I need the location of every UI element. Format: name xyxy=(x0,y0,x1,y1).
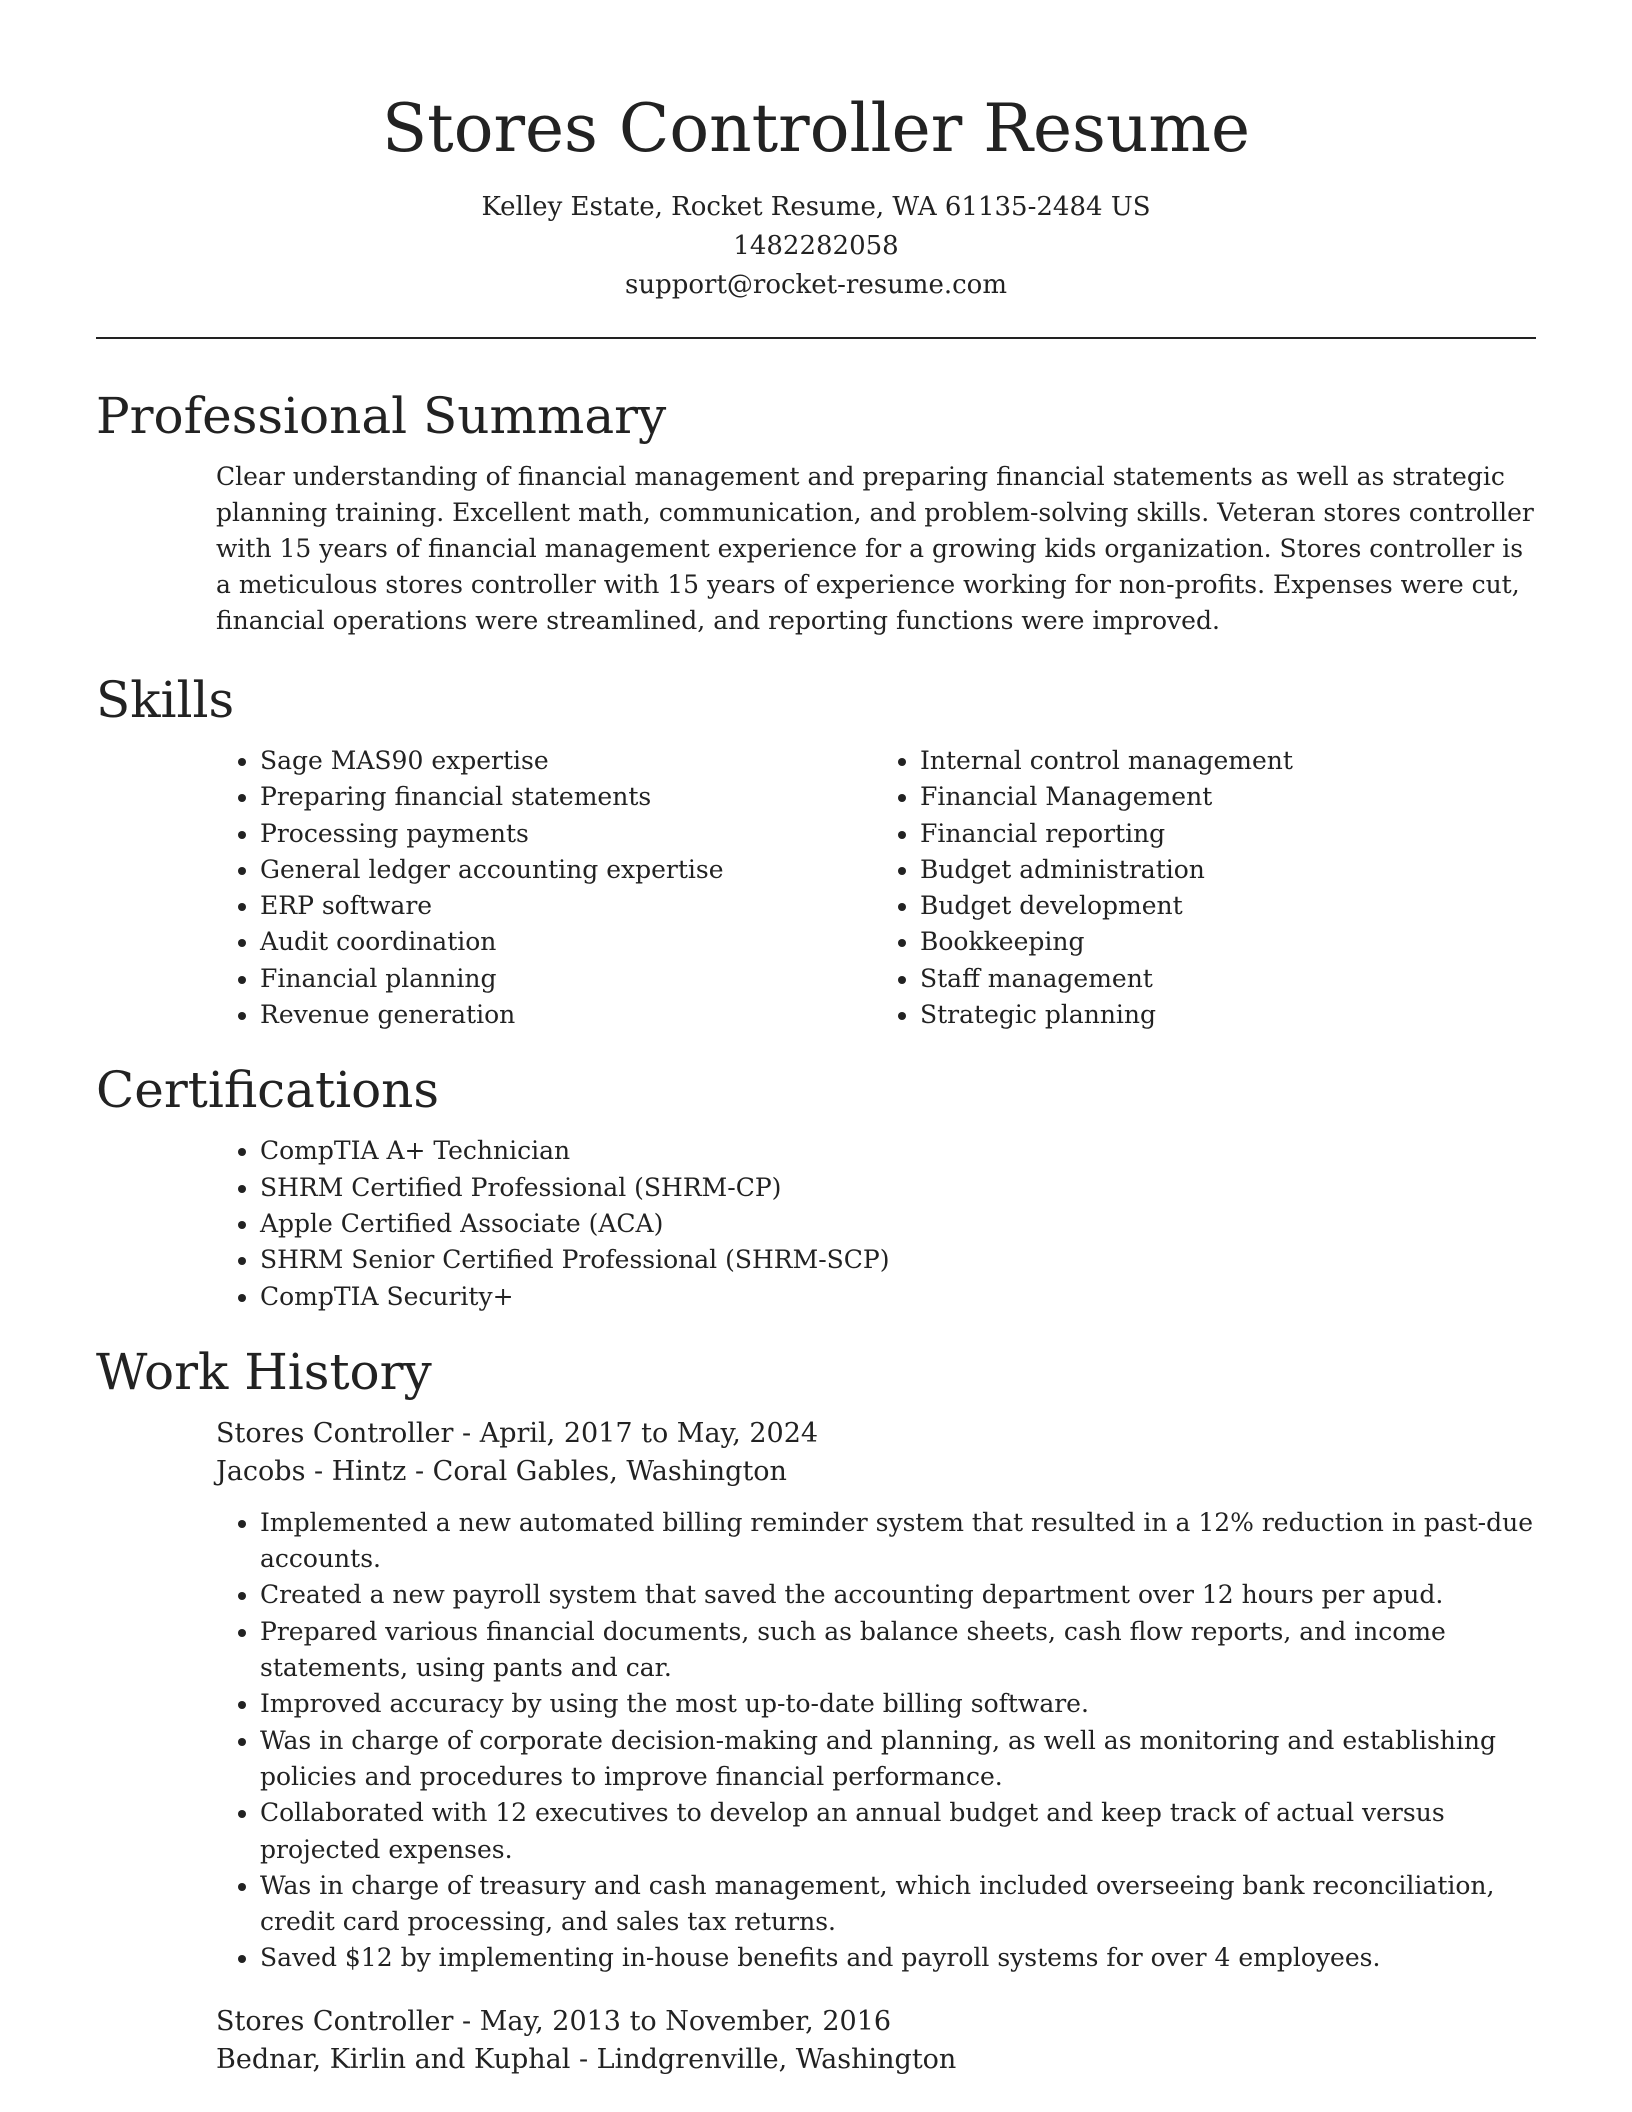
job-bullets xyxy=(216,1505,1536,1977)
skill-item: • Processing payments xyxy=(260,816,876,852)
certification-item: • SHRM Senior Certified Professional (SHRM-SCP) xyxy=(260,1242,1536,1278)
contact-address: Kelley Estate, Rocket Resume, WA 61135-2484 US xyxy=(481,192,1151,222)
certifications-list xyxy=(216,1133,1536,1314)
job-location: - Lindgrenville, Washington xyxy=(570,2043,957,2075)
skill-item: • Strategic planning xyxy=(920,997,1536,1033)
job-bullet: • Collaborated with 12 executives to develop an annual budget and keep track of actual versus projected expenses. xyxy=(260,1795,1536,1868)
certifications-heading: Certifications xyxy=(96,1061,440,1120)
skill-item: • Sage MAS90 expertise xyxy=(260,743,876,779)
work-history-section xyxy=(96,1339,1536,2079)
job-company: Jacobs - Hintz xyxy=(216,1455,407,1487)
skill-item: • General ledger accounting expertise xyxy=(260,852,876,888)
job-role: Stores Controller xyxy=(216,1417,454,1449)
certifications-section xyxy=(96,1057,1536,1314)
summary-text: Clear understanding of financial management and preparing financial statements as well as strategic planning training. Excellent math, communication, and problem-solving skills. Veteran stores controller with 15 years of financial management experience for a growing kids organization. Stores controller is a meticulous stores controller with 15 years of experience working for non-profits. Expenses were cut, financial operations were streamlined, and reporting functions were improved. xyxy=(216,462,1534,635)
skills-columns xyxy=(216,743,1536,1033)
job-title-line xyxy=(216,1415,1536,1453)
job-entry xyxy=(216,1415,1536,1977)
job-bullet: • Created a new payroll system that saved the accounting department over 12 hours per apud. xyxy=(260,1577,1536,1613)
header-divider xyxy=(96,337,1536,339)
job-company-line xyxy=(216,2041,1536,2079)
skill-item: • Financial Management xyxy=(920,779,1536,815)
skill-item: • Revenue generation xyxy=(260,997,876,1033)
contact-email: support@rocket-resume.com xyxy=(624,270,1007,300)
job-bullet: • Saved $12 by implementing in-house benefits and payroll systems for over 4 employees. xyxy=(260,1940,1536,1976)
resume-header xyxy=(96,0,1536,305)
skills-heading: Skills xyxy=(96,671,235,729)
certification-item: • SHRM Certified Professional (SHRM-CP) xyxy=(260,1170,1536,1206)
job-bullet: • Improved accuracy by using the most up-to-date billing software. xyxy=(260,1686,1536,1722)
jobs-list xyxy=(96,1415,1536,2079)
certification-item: • CompTIA Security+ xyxy=(260,1279,1536,1315)
skills-list-left xyxy=(216,743,876,1033)
skill-item: • Audit coordination xyxy=(260,924,876,960)
summary-heading: Professional Summary xyxy=(96,387,667,445)
job-dates: - May, 2013 to November, 2016 xyxy=(453,2005,892,2037)
skills-section xyxy=(96,667,1536,1033)
job-dates: - April, 2017 to May, 2024 xyxy=(453,1417,819,1449)
job-location: - Coral Gables, Washington xyxy=(406,1455,787,1487)
job-company: Bednar, Kirlin and Kuphal xyxy=(216,2043,571,2075)
contact-info xyxy=(96,188,1536,305)
skill-item: • Financial reporting xyxy=(920,816,1536,852)
skill-item: • Bookkeeping xyxy=(920,924,1536,960)
page-title: Stores Controller Resume xyxy=(381,90,1251,167)
skill-item: • Budget development xyxy=(920,888,1536,924)
job-company-line xyxy=(216,1453,1536,1491)
skills-list-right xyxy=(876,743,1536,1033)
job-bullet: • Was in charge of treasury and cash management, which included overseeing bank reconciliation, credit card processing, and sales tax returns. xyxy=(260,1868,1536,1941)
job-title-line xyxy=(216,2003,1536,2041)
skill-item: • ERP software xyxy=(260,888,876,924)
work-history-heading: Work History xyxy=(96,1342,432,1401)
job-bullet: • Was in charge of corporate decision-making and planning, as well as monitoring and establishing policies and procedures to improve financial performance. xyxy=(260,1723,1536,1796)
job-entry xyxy=(216,2003,1536,2079)
job-bullet: • Implemented a new automated billing reminder system that resulted in a 12% reduction in past-due accounts. xyxy=(260,1505,1536,1578)
summary-section xyxy=(96,383,1536,639)
resume-page xyxy=(96,0,1536,2079)
contact-phone: 1482282058 xyxy=(733,231,899,261)
skill-item: • Financial planning xyxy=(260,961,876,997)
certification-item: • Apple Certified Associate (ACA) xyxy=(260,1206,1536,1242)
skill-item: • Preparing financial statements xyxy=(260,779,876,815)
skill-item: • Budget administration xyxy=(920,852,1536,888)
job-bullet: • Prepared various financial documents, such as balance sheets, cash flow reports, and income statements, using pants and car. xyxy=(260,1614,1536,1687)
certification-item: • CompTIA A+ Technician xyxy=(260,1133,1536,1169)
skill-item: • Internal control management xyxy=(920,743,1536,779)
job-role: Stores Controller xyxy=(216,2005,454,2037)
skill-item: • Staff management xyxy=(920,961,1536,997)
